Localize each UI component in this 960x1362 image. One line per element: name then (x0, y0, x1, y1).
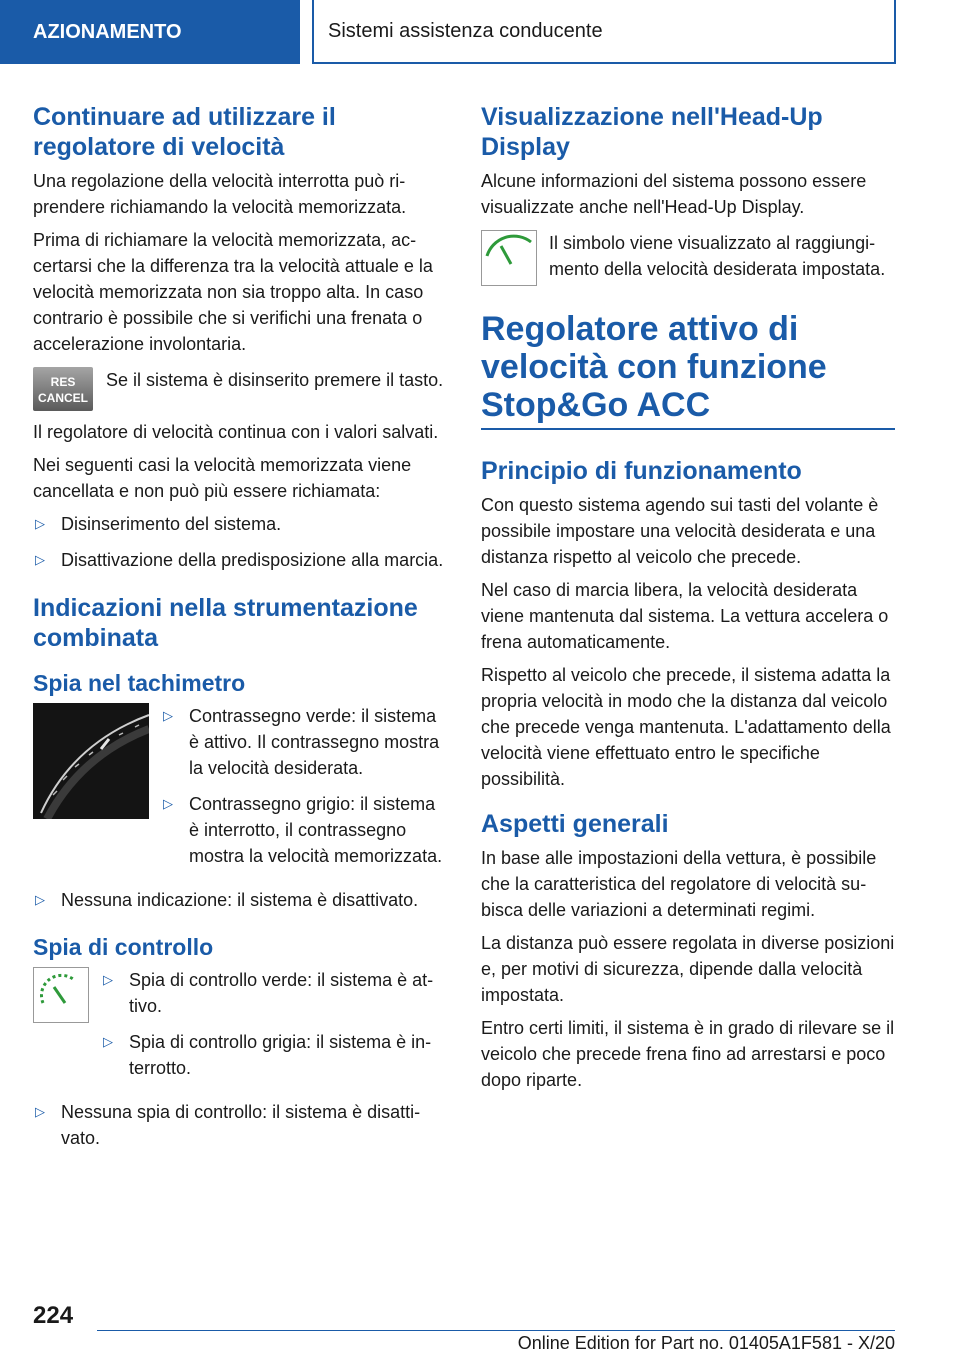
paragraph: Rispetto al veicolo che precede, il sistema adatta la propria velocità in modo che la distanza dal veicolo che precede venga mantenuta. L'adattamento della velocità viene effettuato entro le specifiche possibilità. (481, 665, 891, 789)
indicator-lamp-list (101, 967, 448, 1091)
page-number: 224 (33, 1302, 74, 1329)
page-header (0, 0, 960, 66)
res-cancel-note (33, 367, 448, 411)
hud-text: Il simbolo viene visualizzato al raggiungimento della velocità desiderata impostata. (549, 233, 886, 279)
bullet-icon: ▷ (163, 708, 173, 723)
paragraph: Il regolatore di velocità continua con i valori salvati. (33, 422, 439, 442)
bullet-icon: ▷ (35, 552, 45, 567)
heading-instrument-cluster: Indicazioni nella strumentazione combinata (33, 594, 418, 652)
indicator-lamp-section (33, 967, 448, 1091)
paragraph: Nel caso di marcia libera, la velocità desiderata viene mantenuta dal sistema. La vettura accelera o frena automaticamente. (481, 580, 889, 652)
cruise-indicator-icon (33, 967, 89, 1023)
heading-speedometer: Spia nel tachimetro (33, 670, 246, 696)
bullet-icon: ▷ (103, 972, 113, 987)
paragraph: Nei seguenti casi la velocità memorizzata viene cancellata e non può più essere richiamata: (33, 455, 412, 501)
bullet-icon: ▷ (35, 892, 45, 907)
heading-head-up-display: Visualizzazione nell'Head-Up Display (481, 103, 823, 161)
bullet-icon: ▷ (163, 796, 173, 811)
speedometer-list (161, 703, 448, 879)
hud-symbol-icon (481, 230, 537, 286)
speedometer-image (33, 703, 149, 819)
list-item: ▷ Disinserimento del sistema. (33, 511, 448, 537)
list-item: ▷ Spia di controllo verde: il sistema è attivo. (101, 967, 448, 1019)
edition-label: Online Edition for Part no. 01405A1F581 - X/20 (517, 1333, 895, 1353)
list-item: ▷ Disattivazione della predisposizione alla marcia. (33, 547, 448, 573)
bullet-list (33, 887, 448, 913)
svg-text:CANCEL: CANCEL (38, 391, 88, 405)
res-cancel-text: Se il sistema è disinserito premere il tasto. (106, 370, 444, 390)
paragraph: Prima di richiamare la velocità memorizzata, accertarsi che la differenza tra la velocità attuale e la velocità memorizzata non sia troppo alta. In caso contrario è possibile che si verifichi una frenata o accelerazione involontaria. (33, 230, 433, 354)
list-item: ▷ Nessuna spia di controllo: il sistema è disattivato. (33, 1099, 448, 1151)
footer-divider (97, 1330, 895, 1331)
hud-note (481, 230, 895, 286)
chapter-title: Regolatore attivo di velocità con funzione Stop&Go ACC (481, 310, 827, 424)
bullet-list (33, 511, 448, 573)
chapter-tab: Sistemi assistenza conducente (312, 0, 896, 64)
bullet-list (33, 1099, 448, 1151)
left-column (33, 102, 448, 1161)
section-tab: AZIONAMENTO (0, 0, 300, 64)
paragraph: In base alle impostazioni della vettura, è possibile che la caratteristica del regolatore di velocità subisca delle variazioni a determinati regimi. (481, 848, 877, 920)
right-column (481, 102, 895, 1100)
svg-text:RES: RES (50, 375, 76, 389)
chapter-title-block (481, 310, 895, 430)
heading-continue-cruise: Continuare ad utilizzare il regolatore di velocità (33, 103, 336, 161)
list-item: ▷ Spia di controllo grigia: il sistema è interrotto. (101, 1029, 448, 1081)
paragraph: Entro certi limiti, il sistema è in grado di rilevare se il veicolo che precede frena fino ad arrestarsi e poco dopo riparte. (481, 1018, 895, 1090)
heading-general: Aspetti generali (481, 810, 669, 838)
bullet-icon: ▷ (35, 1104, 45, 1119)
heading-principle: Principio di funzionamento (481, 457, 802, 485)
paragraph: Una regolazione della velocità interrotta può riprendere richiamando la velocità memorizzata. (33, 171, 407, 217)
res-cancel-button-icon (33, 367, 93, 411)
bullet-icon: ▷ (35, 516, 45, 531)
paragraph: Con questo sistema agendo sui tasti del volante è possibile impostare una velocità desiderata e una distanza rispetto al veicolo che precede. (481, 495, 879, 567)
list-item: ▷ Nessuna indicazione: il sistema è disattivato. (33, 887, 448, 913)
paragraph: La distanza può essere regolata in diverse posizioni e, per motivi di sicurezza, dipende dalla velocità impostata. (481, 933, 895, 1005)
heading-indicator-lamp: Spia di controllo (33, 934, 214, 960)
bullet-icon: ▷ (103, 1034, 113, 1049)
paragraph: Alcune informazioni del sistema possono essere visualizzate anche nell'Head-Up Display. (481, 171, 867, 217)
list-item: ▷ Contrassegno grigio: il sistema è interrotto, il contrassegno mostra la velocità memorizzata. (161, 791, 448, 869)
list-item: ▷ Contrassegno verde: il sistema è attivo. Il contrassegno mostra la velocità desiderata. (161, 703, 448, 781)
speedometer-section (33, 703, 448, 879)
